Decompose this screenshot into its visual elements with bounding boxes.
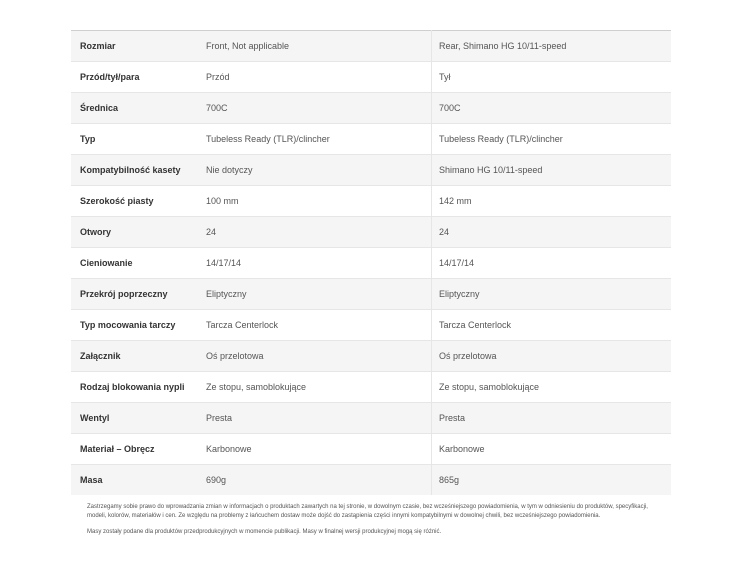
spec-label: Masa [71,465,197,496]
spec-label: Typ [71,124,197,155]
spec-value-rear: 142 mm [432,186,672,217]
spec-label: Cieniowanie [71,248,197,279]
spec-value-rear: Eliptyczny [432,279,672,310]
spec-label: Materiał – Obręcz [71,434,197,465]
spec-label: Średnica [71,93,197,124]
spec-row [71,403,671,434]
spec-value-front: Karbonowe [197,434,432,465]
spec-row [71,217,671,248]
spec-value-front: Ze stopu, samoblokujące [197,372,432,403]
spec-value-front: 700C [197,93,432,124]
spec-value-front: Oś przelotowa [197,341,432,372]
spec-row [71,310,671,341]
spec-value-front: Front, Not applicable [197,31,432,62]
spec-value-rear: Ze stopu, samoblokujące [432,372,672,403]
disclaimer [87,503,662,544]
spec-value-rear: Presta [432,403,672,434]
spec-row [71,434,671,465]
spec-value-front: Tarcza Centerlock [197,310,432,341]
spec-row [71,341,671,372]
spec-label: Kompatybilność kasety [71,155,197,186]
spec-label: Rozmiar [71,31,197,62]
spec-label: Wentyl [71,403,197,434]
spec-table [71,30,671,495]
spec-value-rear: 14/17/14 [432,248,672,279]
spec-row [71,372,671,403]
spec-value-rear: Shimano HG 10/11-speed [432,155,672,186]
spec-label: Rodzaj blokowania nypli [71,372,197,403]
spec-row [71,155,671,186]
spec-label: Typ mocowania tarczy [71,310,197,341]
spec-label: Otwory [71,217,197,248]
spec-label: Przekrój poprzeczny [71,279,197,310]
spec-row [71,31,671,62]
spec-table-body [71,31,671,496]
spec-value-front: 100 mm [197,186,432,217]
disclaimer-paragraph-weights: Masy zostały podane dla produktów przedprodukcyjnych w momencie publikacji. Masy w finalnej wersji produkcyjnej mogą się różnić. [87,529,442,535]
spec-table-container [71,30,671,495]
spec-value-front: 24 [197,217,432,248]
spec-value-rear: Tarcza Centerlock [432,310,672,341]
spec-value-front: Nie dotyczy [197,155,432,186]
spec-value-front: Eliptyczny [197,279,432,310]
spec-value-rear: 24 [432,217,672,248]
spec-row [71,465,671,496]
spec-value-front: Presta [197,403,432,434]
spec-value-front: Przód [197,62,432,93]
spec-value-front: 14/17/14 [197,248,432,279]
spec-value-rear: 700C [432,93,672,124]
spec-value-rear: 865g [432,465,672,496]
spec-value-rear: Tubeless Ready (TLR)/clincher [432,124,672,155]
spec-value-rear: Tył [432,62,672,93]
disclaimer-paragraph-changes: Zastrzegamy sobie prawo do wprowadzania zmian w informacjach o produktach zawartych na tej stronie, w dowolnym czasie, bez wcześniejszego powiadomienia, w tym w odniesieniu do produktów, specyfikacji, modeli, kolorów, materiałów i cen. Ze względu na problemy z łańcuchem dostaw może dojść do zastąpienia części innymi kompatybilnymi w dowolnej chwili, bez wcześniejszego powiadomienia. [87,504,648,519]
spec-value-rear: Oś przelotowa [432,341,672,372]
spec-row [71,62,671,93]
spec-row [71,186,671,217]
spec-value-rear: Rear, Shimano HG 10/11-speed [432,31,672,62]
spec-label: Szerokość piasty [71,186,197,217]
spec-value-front: 690g [197,465,432,496]
spec-label: Załącznik [71,341,197,372]
spec-row [71,279,671,310]
spec-row [71,248,671,279]
spec-value-front: Tubeless Ready (TLR)/clincher [197,124,432,155]
spec-row [71,93,671,124]
spec-label: Przód/tył/para [71,62,197,93]
spec-row [71,124,671,155]
spec-value-rear: Karbonowe [432,434,672,465]
